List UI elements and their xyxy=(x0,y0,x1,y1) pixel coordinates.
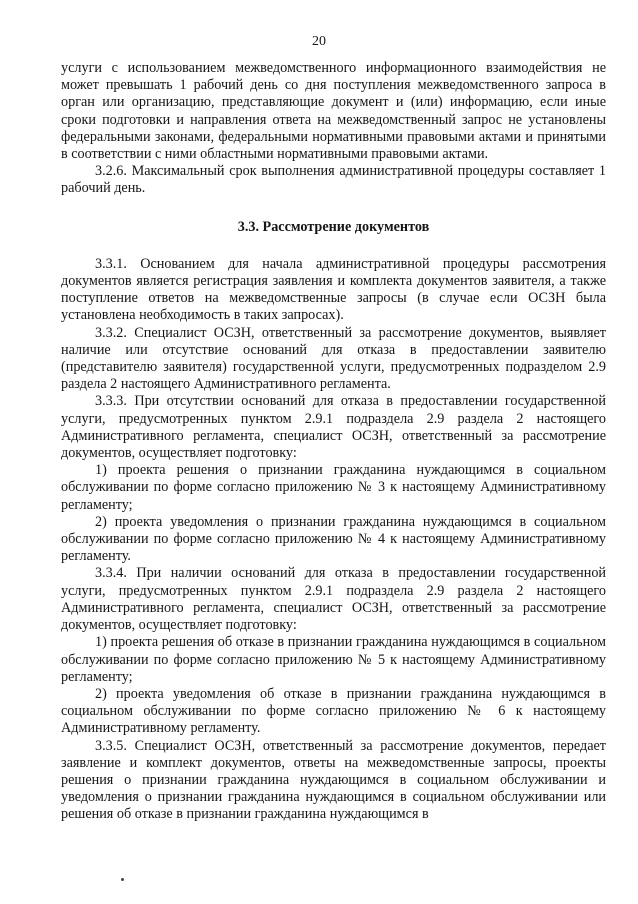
paragraph-3-3-1: 3.3.1. Основанием для начала административной процедуры рассмотрения документов является регистрация заявления и комплекта документов заявителя, а также поступление ответов на межведомственные запросы (в случае если ОСЗН была установлена необходимость в таких запросах). xyxy=(61,255,606,324)
list-item-3-3-3-2: 2) проекта уведомления о признании гражданина нуждающимся в социальном обслуживании по форме согласно приложению № 4 к настоящему Административному регламенту. xyxy=(61,513,606,565)
paragraph-interaction-deadline: услуги с использованием межведомственного информационного взаимодействия не может превышать 1 рабочий день со дня поступления межведомственного запроса в орган или организацию, представляющие документ и (или) информацию, если иные сроки подготовки и направления ответа на межведомственный запрос не установлены федеральными законами, федеральными нормативными правовыми актами и принятыми в соответствии с ними областными нормативными правовыми актами. xyxy=(61,60,606,163)
page-number: 20 xyxy=(312,34,326,49)
section-heading-3-3: 3.3. Рассмотрение документов xyxy=(237,218,430,235)
list-item-3-3-3-1: 1) проекта решения о признании гражданина нуждающимся в социальном обслуживании по форме согласно приложению № 3 к настоящему Административному регламенту; xyxy=(61,462,606,513)
document-body xyxy=(61,60,606,824)
paragraph-3-3-3: 3.3.3. При отсутствии оснований для отказа в предоставлении государственной услуги, предусмотренных пунктом 2.9.1 подраздела 2.9 раздела 2 настоящего Административного регламента, специалист ОСЗН, ответственный за рассмотрение документов, осуществляет подготовку: xyxy=(61,393,606,462)
list-item-3-3-4-2: 2) проекта уведомления об отказе в признании гражданина нуждающимся в социальном обслуживании по форме согласно приложению № 6 к настоящему Административному регламенту. xyxy=(61,685,606,737)
paragraph-3-2-6: 3.2.6. Максимальный срок выполнения административной процедуры составляет 1 рабочий день. xyxy=(61,163,606,197)
paragraph-3-3-4: 3.3.4. При наличии оснований для отказа в предоставлении государственной услуги, предусмотренных пунктом 2.9.1 подраздела 2.9 раздела 2 настоящего Административного регламента, специалист ОСЗН, ответственный за рассмотрение документов, осуществляет подготовку: xyxy=(61,565,606,634)
paragraph-3-3-2: 3.3.2. Специалист ОСЗН, ответственный за рассмотрение документов, выявляет наличие или отсутствие оснований для отказа в предоставлении заявителю (представителю заявителя) государственной услуги, предусмотренных подразделом 2.9 раздела 2 настоящего Административного регламента. xyxy=(61,324,606,393)
scan-speck xyxy=(121,878,124,881)
list-item-3-3-4-1: 1) проекта решения об отказе в признании гражданина нуждающимся в социальном обслуживании по форме согласно приложению № 5 к настоящему Административному регламенту; xyxy=(61,634,606,685)
paragraph-3-3-5: 3.3.5. Специалист ОСЗН, ответственный за рассмотрение документов, передает заявление и комплект документов, ответы на межведомственные запросы, проекты решения о признании гражданина нуждающимся в социальном обслуживании и уведомления о признании гражданина нуждающимся в социальном обслуживании или решения об отказе в признании гражданина нуждающимся в xyxy=(61,737,606,823)
